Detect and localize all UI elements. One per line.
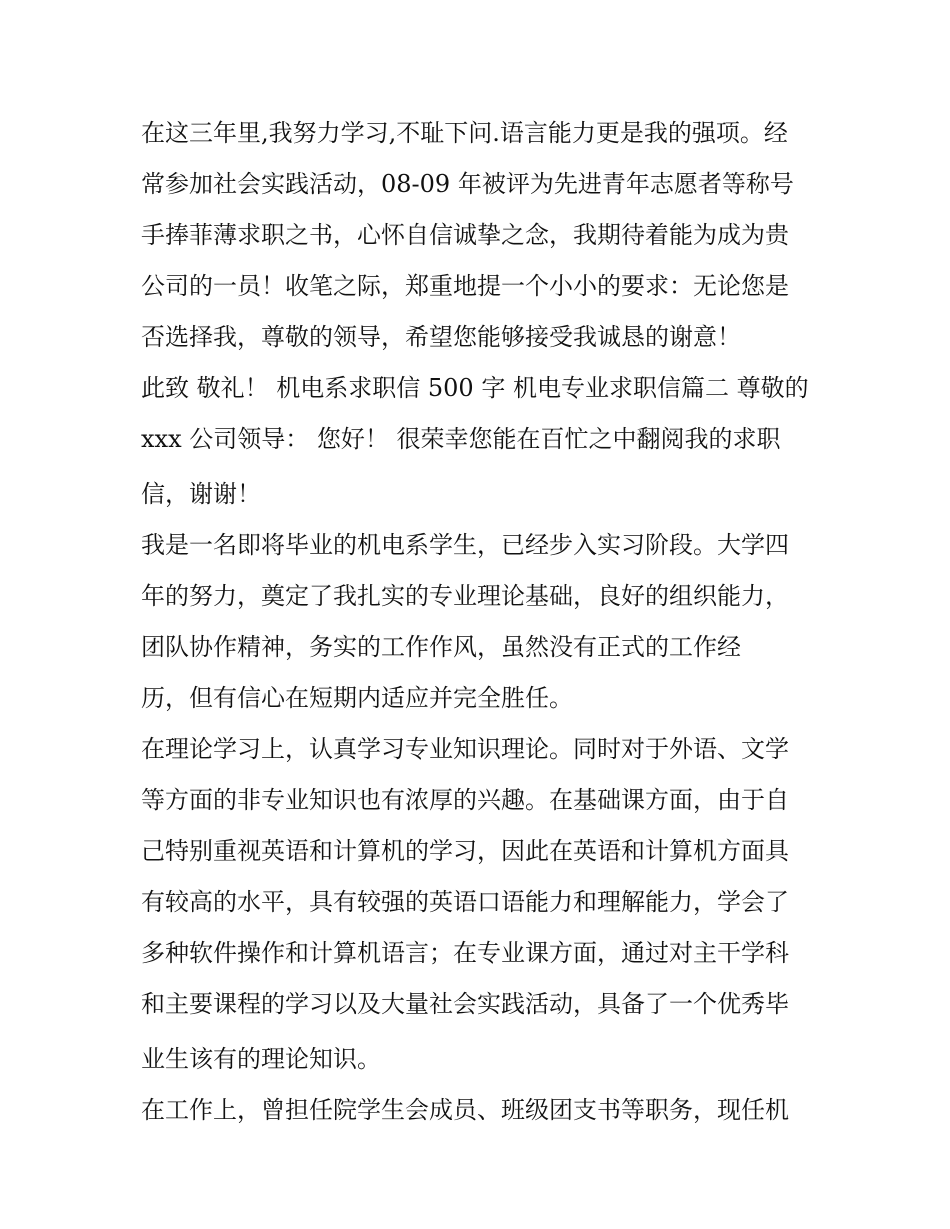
text-line: 公司的一员！收笔之际，郑重地提一个小小的要求：无论您是 <box>141 272 789 300</box>
text-line: 常参加社会实践活动，08-09 年被评为先进青年志愿者等称号 <box>141 170 794 198</box>
text-line: 历，但有信心在短期内适应并完全胜任。 <box>141 684 573 712</box>
text-line: 业生该有的理论知识。 <box>141 1045 381 1073</box>
text-line: 此致 敬礼！ 机电系求职信 500 字 机电专业求职信篇二 尊敬的 <box>141 374 809 402</box>
text-line: 在工作上，曾担任院学生会成员、班级团支书等职务，现任机 <box>141 1096 789 1124</box>
text-line: 和主要课程的学习以及大量社会实践活动，具备了一个优秀毕 <box>141 990 789 1018</box>
text-line: 我是一名即将毕业的机电系学生，已经步入实习阶段。大学四 <box>141 531 789 559</box>
text-line: 团队协作精神，务实的工作作风，虽然没有正式的工作经 <box>141 633 741 661</box>
text-line: 信，谢谢！ <box>141 480 261 508</box>
text-line: 有较高的水平，具有较强的英语口语能力和理解能力，学会了 <box>141 888 789 916</box>
text-line: 否选择我，尊敬的领导，希望您能够接受我诚恳的谢意！ <box>141 323 741 351</box>
text-line: xxx 公司领导： 您好！ 很荣幸您能在百忙之中翻阅我的求职 <box>141 425 781 453</box>
text-line: 多种软件操作和计算机语言；在专业课方面，通过对主干学科 <box>141 939 789 967</box>
text-line: 年的努力，奠定了我扎实的专业理论基础，良好的组织能力， <box>141 582 789 610</box>
text-line: 在理论学习上，认真学习专业知识理论。同时对于外语、文学 <box>141 735 789 763</box>
body-text <box>141 108 821 1136</box>
text-line: 等方面的非专业知识也有浓厚的兴趣。在基础课方面，由于自 <box>141 786 789 814</box>
text-line: 己特别重视英语和计算机的学习，因此在英语和计算机方面具 <box>141 837 789 865</box>
text-line: 手捧菲薄求职之书，心怀自信诚挚之念，我期待着能为成为贵 <box>141 221 789 249</box>
text-line: 在这三年里,我努力学习,不耻下问.语言能力更是我的强项。经 <box>141 119 788 147</box>
